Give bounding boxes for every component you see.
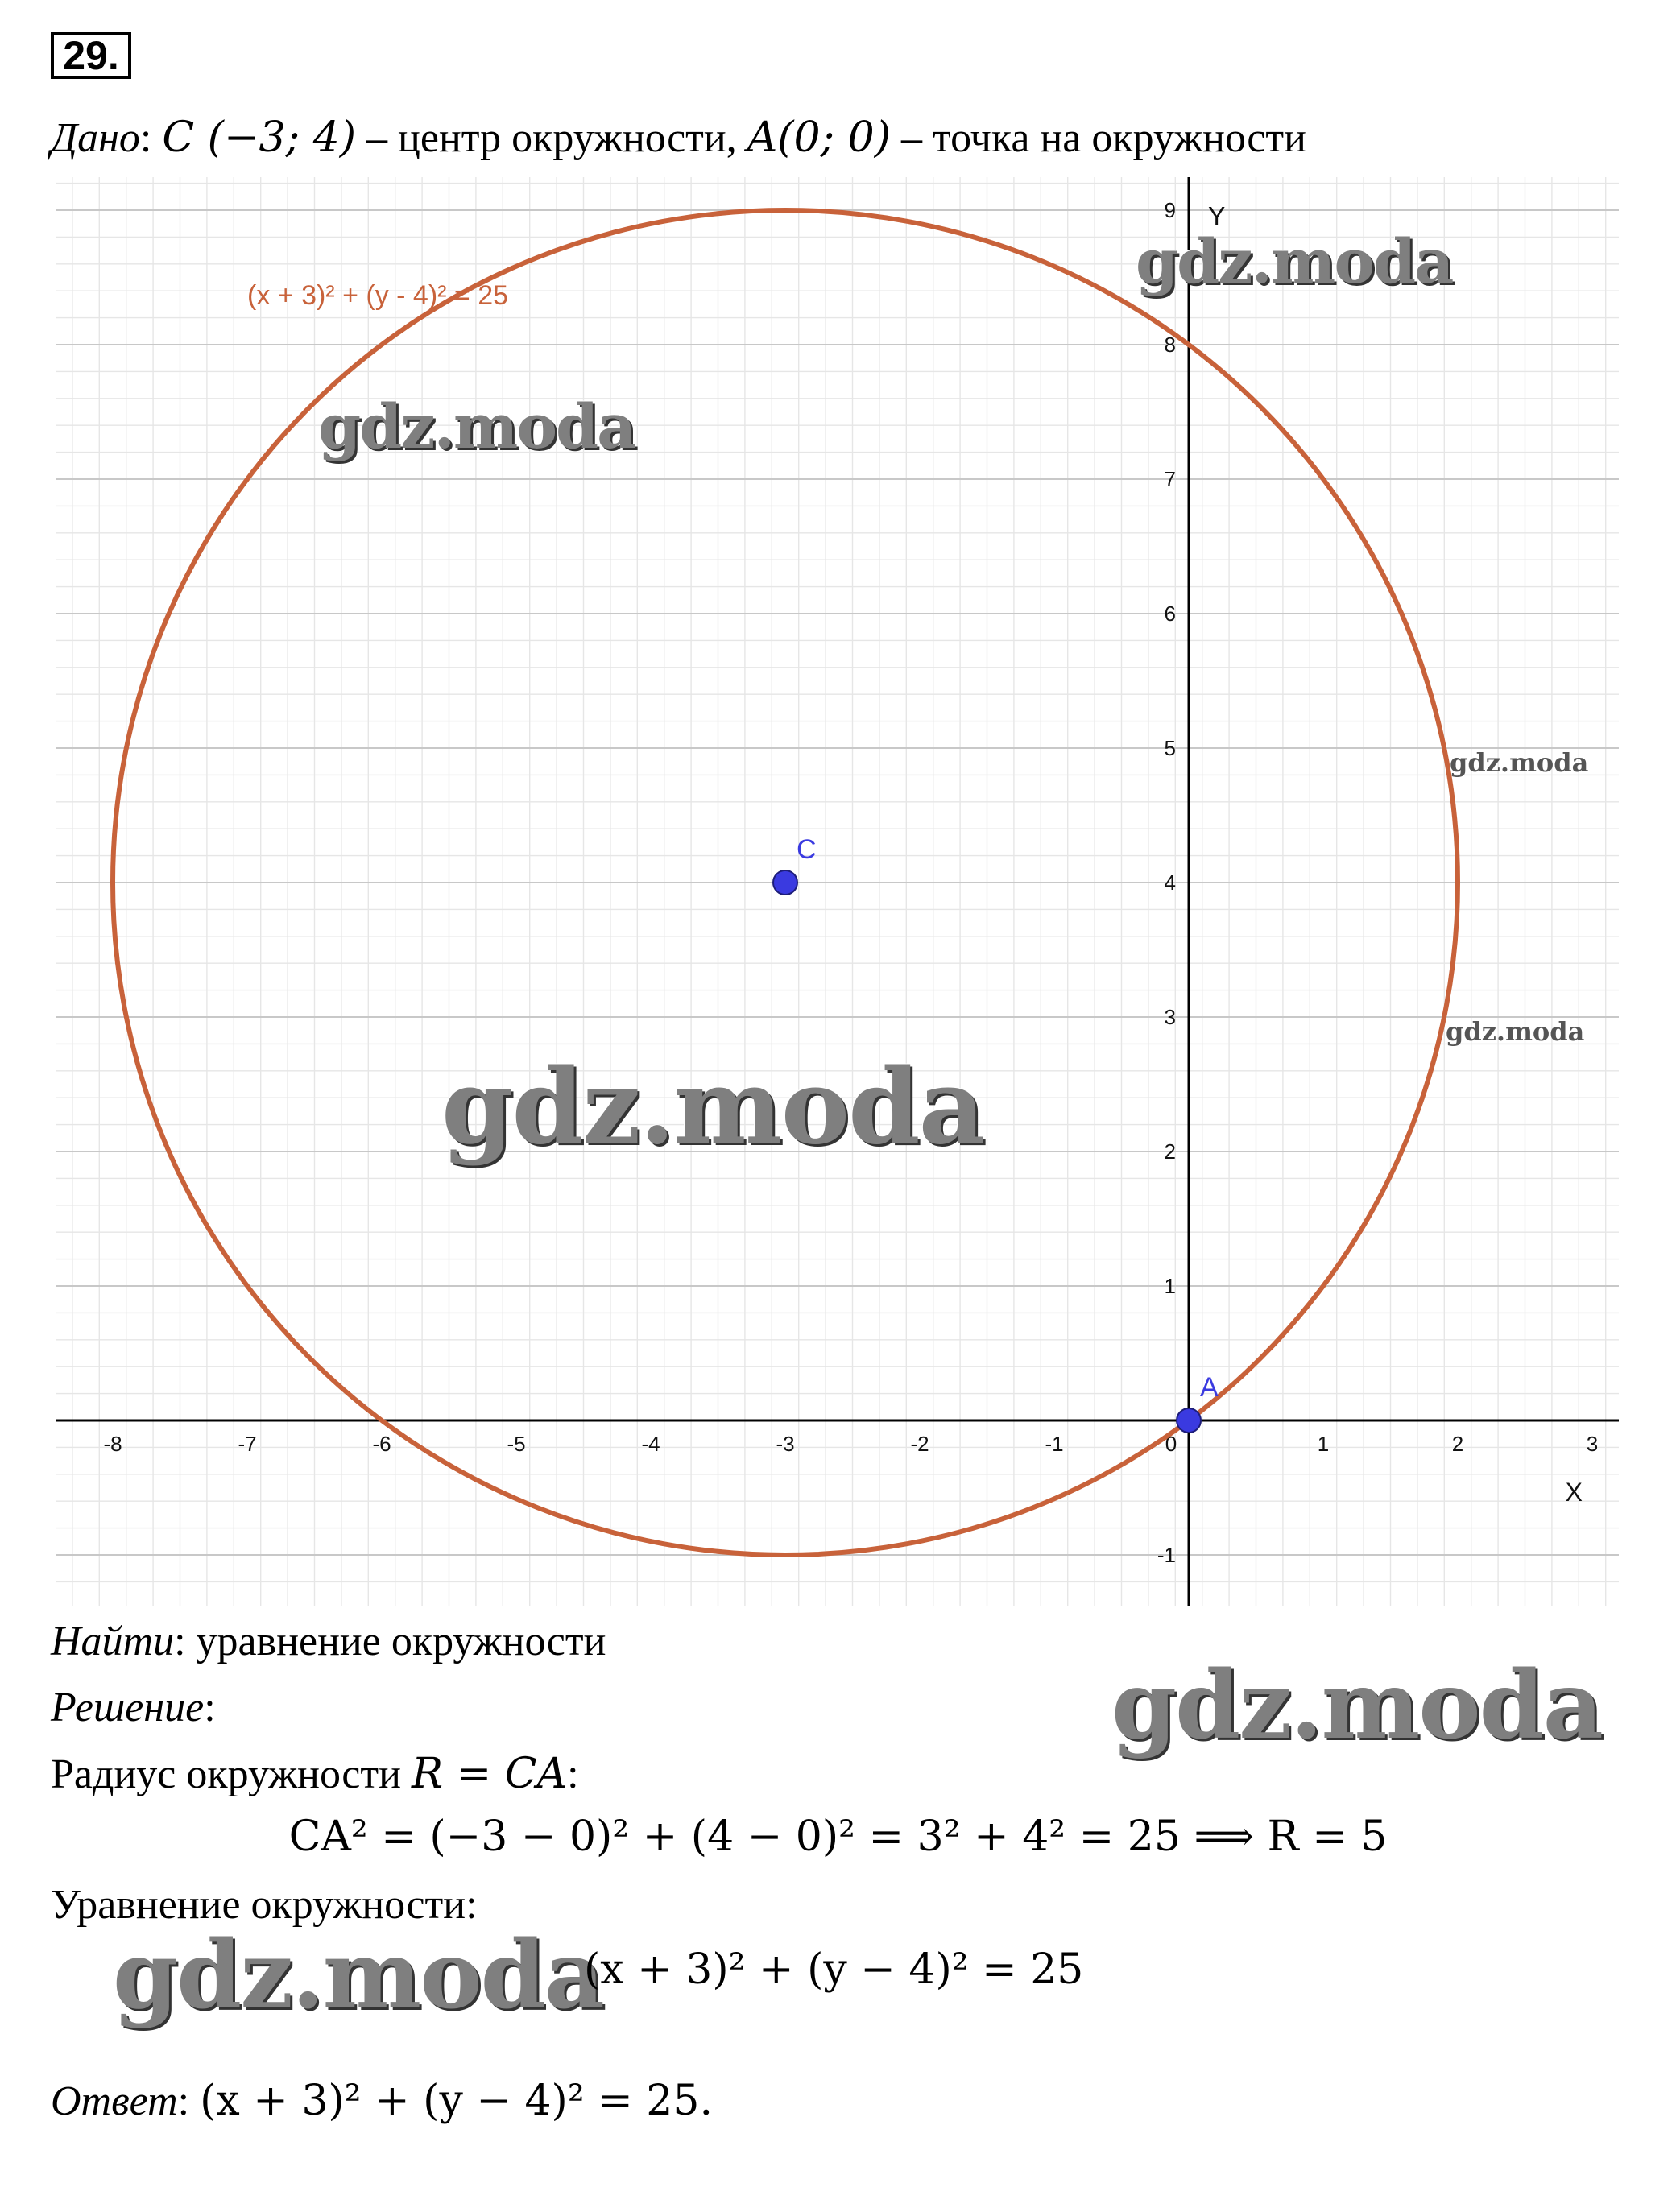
equation-line — [584, 1945, 1083, 1995]
calc-formula: CA² = (−3 − 0)² + (4 − 0)² = 3² + 4² = 25 ⟹ R = 5 — [288, 1813, 1388, 1861]
x-tick-label: -4 — [641, 1432, 660, 1456]
watermark: gdz.moda — [113, 1921, 603, 2030]
calc-line — [0, 1812, 1676, 1862]
y-tick-label: -1 — [1157, 1543, 1176, 1567]
watermark-small: gdz.moda — [1446, 1016, 1585, 1047]
y-tick-label: 3 — [1164, 1005, 1176, 1029]
answer-line: Ответ: (x + 3)² + (y − 4)² = 25. — [51, 2077, 714, 2125]
x-axis-name: X — [1565, 1478, 1583, 1507]
find-line — [51, 1617, 606, 1667]
given-point: A(0; 0) — [747, 114, 892, 162]
given-line: Дано: C (−3; 4) – центр окружности, A(0; 0) – точка на окружности — [51, 114, 1306, 162]
y-tick-label: 5 — [1164, 736, 1176, 760]
circle-equation-label: (x + 3)² + (y - 4)² = 25 — [247, 279, 509, 311]
axes — [56, 177, 1619, 1606]
grid-major — [56, 210, 1619, 1555]
watermark: gdz.moda — [318, 391, 635, 462]
given-label: Дано — [51, 115, 140, 161]
y-tick-label: 9 — [1164, 198, 1176, 222]
watermark-small: gdz.moda — [1450, 747, 1589, 778]
x-tick-label: -5 — [507, 1432, 526, 1456]
watermark: gdz.moda — [1111, 1651, 1602, 1760]
point-a — [1177, 1408, 1201, 1433]
point-label-a: A — [1200, 1372, 1219, 1403]
y-tick-label: 7 — [1164, 467, 1176, 491]
y-tick-label: 2 — [1164, 1139, 1176, 1164]
x-tick-label: 0 — [1165, 1432, 1177, 1456]
x-tick-label: -2 — [910, 1432, 929, 1456]
radius-line: Радиус окружности R = CA: — [51, 1750, 579, 1798]
equation-heading: Уравнение окружности: — [51, 1882, 478, 1928]
problem-number: 29. — [51, 32, 131, 79]
y-tick-label: 6 — [1164, 602, 1176, 626]
x-tick-label: -6 — [372, 1432, 391, 1456]
x-tick-label: 2 — [1451, 1432, 1464, 1456]
watermark: gdz.moda — [441, 1047, 984, 1168]
solution-line: Решение: — [51, 1685, 216, 1730]
coordinate-graph — [0, 161, 1676, 1619]
watermark: gdz.moda — [1136, 225, 1453, 297]
x-tick-label: -8 — [103, 1432, 122, 1456]
answer-label: Ответ — [51, 2078, 178, 2124]
answer-text: (x + 3)² + (y − 4)² = 25. — [200, 2077, 714, 2125]
solution-label: Решение — [51, 1685, 205, 1730]
find-text: : уравнение окружности — [174, 1619, 606, 1664]
given-center-desc: – центр окружности, — [356, 115, 747, 161]
x-tick-label: -1 — [1045, 1432, 1064, 1456]
point-c — [773, 870, 797, 895]
grid-minor — [56, 177, 1619, 1606]
radius-text: Радиус окружности — [51, 1751, 412, 1797]
x-tick-label: 3 — [1586, 1432, 1599, 1456]
x-tick-label: -3 — [776, 1432, 795, 1456]
given-point-desc: – точка на окружности — [891, 115, 1306, 161]
y-tick-label: 8 — [1164, 333, 1176, 357]
y-axis-name: Y — [1208, 201, 1226, 231]
radius-math: R = CA — [411, 1750, 568, 1798]
y-tick-label: 1 — [1164, 1274, 1176, 1298]
find-label: Найти — [51, 1619, 175, 1664]
equation: (x + 3)² + (y − 4)² = 25 — [584, 1945, 1084, 1994]
x-tick-label: -7 — [238, 1432, 257, 1456]
x-tick-label: 1 — [1317, 1432, 1330, 1456]
given-center: C (−3; 4) — [162, 114, 357, 162]
y-tick-label: 4 — [1164, 870, 1176, 895]
point-label-c: C — [797, 834, 817, 865]
